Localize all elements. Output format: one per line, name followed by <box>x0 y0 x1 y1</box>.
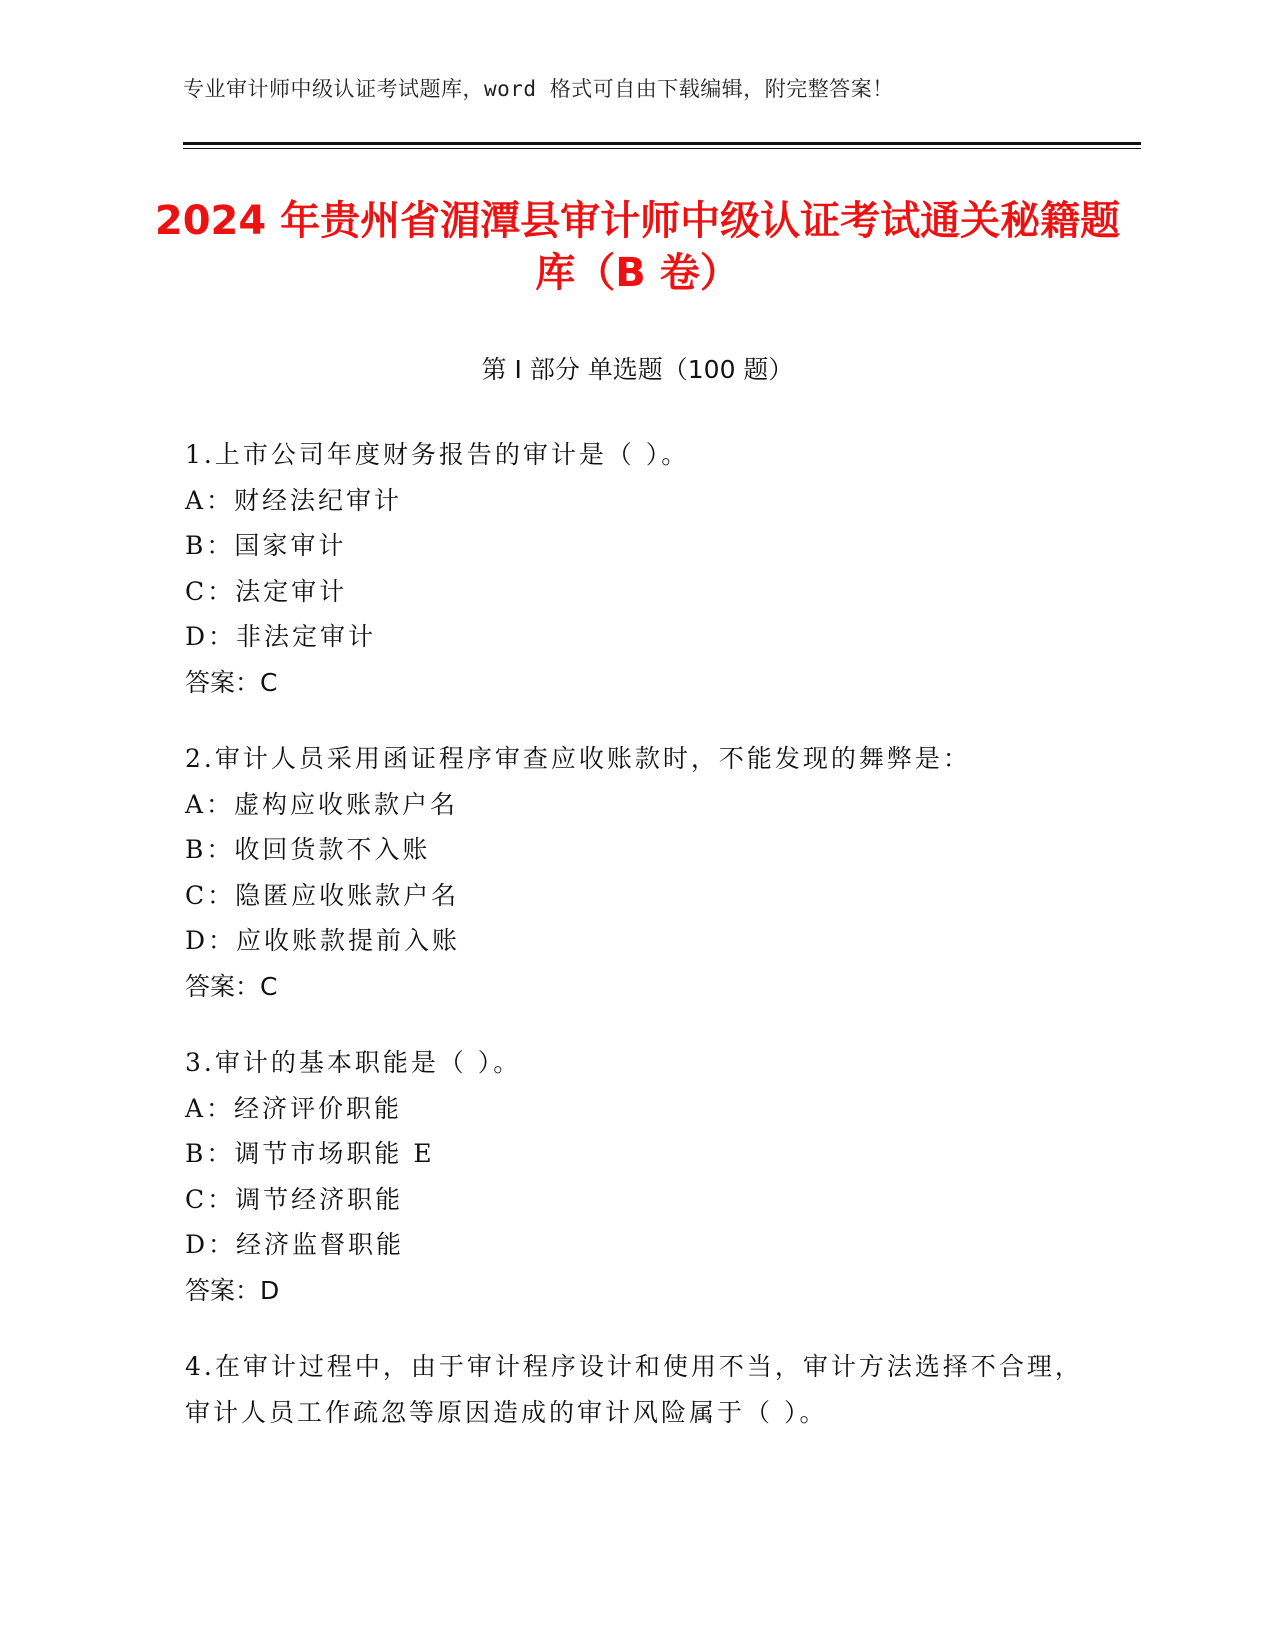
option-b: B：国家审计 <box>185 531 347 560</box>
answer: 答案：D <box>185 1275 280 1305</box>
question-2 <box>185 736 1085 1009</box>
header-divider-thin <box>183 148 1141 149</box>
option-c: C：调节经济职能 <box>185 1184 404 1214</box>
question-stem: 3.审计的基本职能是（ ）。 <box>185 1048 522 1077</box>
header-note: 专业审计师中级认证考试题库，word 格式可自由下载编辑，附完整答案！ <box>183 77 894 101</box>
option-b: B：调节市场职能 E <box>185 1139 435 1168</box>
question-3 <box>185 1040 1085 1313</box>
option-a: A：经济评价职能 <box>185 1093 403 1123</box>
question-1 <box>185 432 1085 705</box>
document-title: 2024 年贵州省湄潭县审计师中级认证考试通关秘籍题库（B 卷） <box>154 198 1121 296</box>
answer: 答案：C <box>185 971 278 1001</box>
option-d: D：非法定审计 <box>185 622 377 651</box>
option-d: D：经济监督职能 <box>185 1230 405 1259</box>
section-heading: 第 I 部分 单选题（100 题） <box>481 355 794 384</box>
answer: 答案：C <box>185 667 278 697</box>
question-4 <box>185 1344 1085 1435</box>
question-stem: 2.审计人员采用函证程序审查应收账款时，不能发现的舞弊是： <box>185 744 971 773</box>
option-a: A：财经法纪审计 <box>185 485 403 515</box>
option-a: A：虚构应收账款户名 <box>185 789 459 819</box>
question-stem: 4.在审计过程中，由于审计程序设计和使用不当，审计方法选择不合理，审计人员工作疏忽等原因造成的审计风险属于（ ）。 <box>185 1352 1083 1427</box>
header-divider-thick <box>183 142 1141 145</box>
option-c: C：法定审计 <box>185 576 348 606</box>
option-c: C：隐匿应收账款户名 <box>185 880 460 910</box>
option-b: B：收回货款不入账 <box>185 835 431 864</box>
option-d: D：应收账款提前入账 <box>185 926 461 955</box>
question-list <box>185 432 1085 1466</box>
question-stem: 1.上市公司年度财务报告的审计是（ ）。 <box>185 440 690 469</box>
